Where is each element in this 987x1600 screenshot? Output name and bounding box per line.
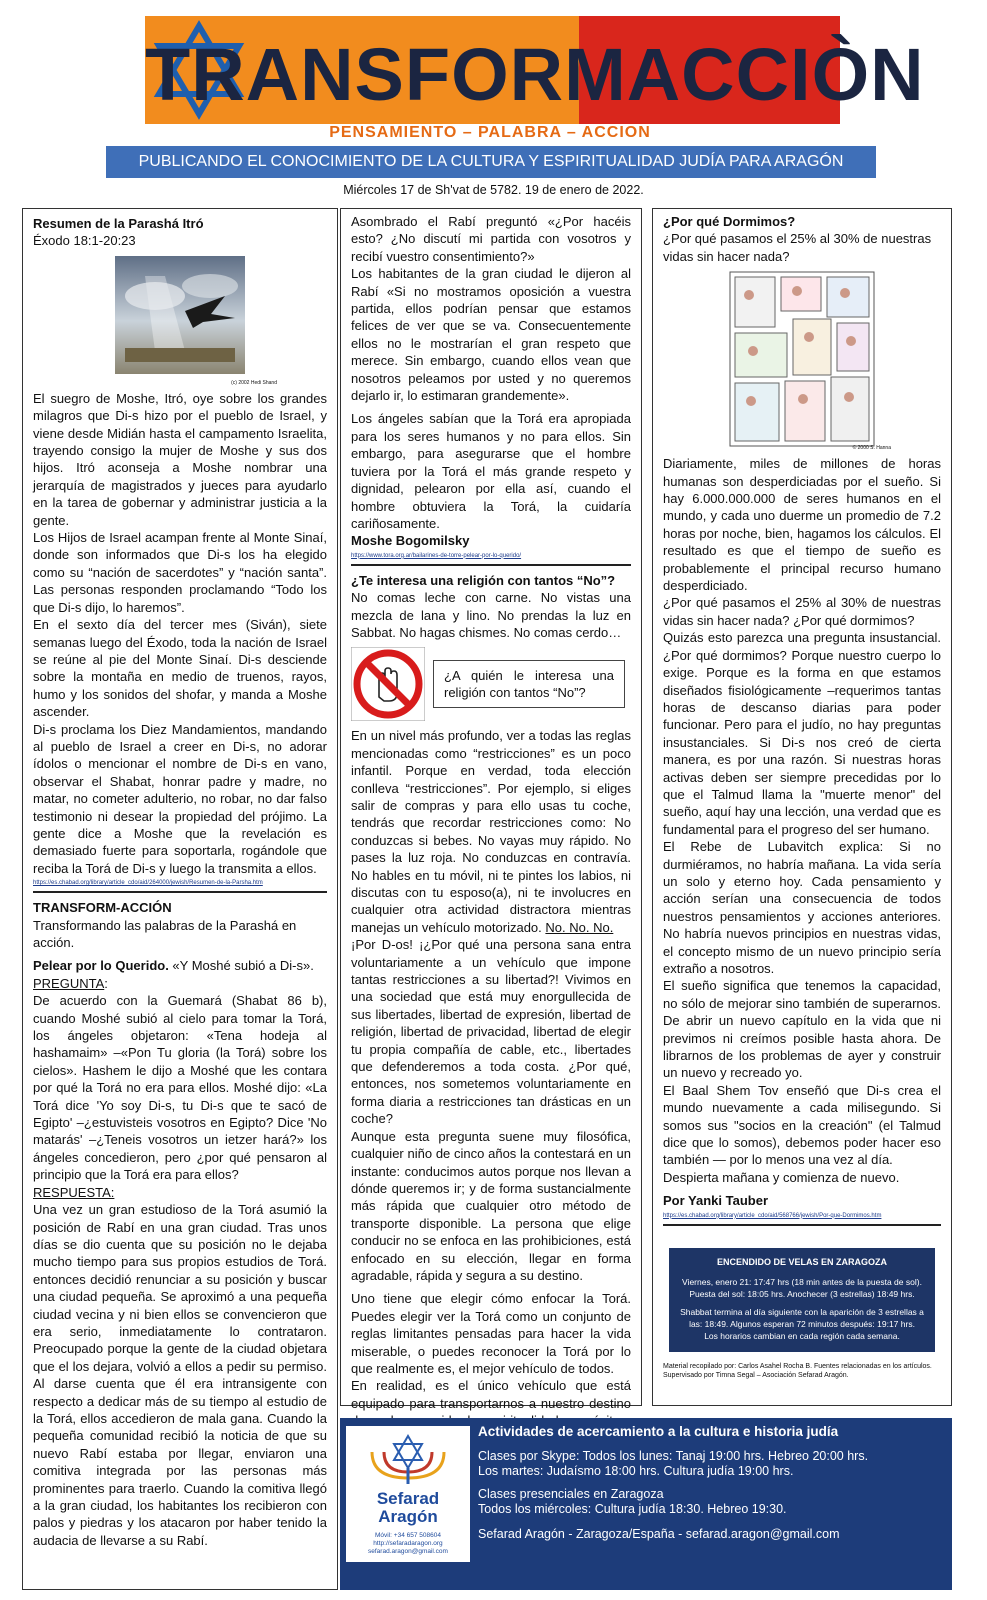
- stop-sign-row: [351, 647, 631, 721]
- sleeping-people-image: [729, 271, 875, 447]
- religion-title: ¿Te interesa una religión con tantos “No”?: [351, 572, 616, 588]
- credits-note: Material recopilado por: Carlos Asahel Rocha B. Fuentes relacionadas en los artículos. Supervisado por Timna Segal – Asociación Sefarad Aragón.: [663, 1362, 932, 1379]
- sleep-intro: ¿Por qué pasamos el 25% al 30% de nuestras vidas sin hacer nada?: [663, 231, 932, 264]
- masthead-tagline: PENSAMIENTO – PALABRA – ACCION: [329, 124, 651, 141]
- transform-title: TRANSFORM-ACCIÓN: [33, 900, 172, 916]
- candle-line: Viernes, enero 21: 17:47 hrs (18 min antes de la puesta de sol).: [682, 1276, 922, 1287]
- story-paragraph: Asombrado el Rabí preguntó «¿Por hacéis esto? ¿No discutí mi partida con vosotros y recibí vuestro consentimiento?»: [351, 214, 631, 264]
- masthead-banner: PUBLICANDO EL CONOCIMIENTO DE LA CULTURA Y ESPIRITUALIDAD JUDÍA PARA ARAGÓN: [106, 146, 876, 178]
- masthead-title: TRANSFORMACCIÒN: [145, 33, 925, 116]
- logo-phone: Móvil: +34 657 508604: [375, 1532, 441, 1539]
- transform-subtitle: Transformando las palabras de la Parashá en acción.: [33, 917, 297, 950]
- sefarad-aragon-logo: [346, 1426, 470, 1562]
- parasha-paragraph: Di-s proclama los Diez Mandamientos, mandando al pueblo de Israel a creer en Di-s, no adorar ídolos o mencionar el nombre de Di-s en vano, observar el Shabat, honrar padre y madre, no matar, no cometer adulterio, no robar, no dar falso testimonio ni desear la propiedad del prójimo. La gente dice a Moshe que la revelación es demasiado fuerte para soportarla, rogándole que reciba la Torá de Di-s y luego la transmita a ellos.: [33, 721, 327, 876]
- religion-paragraph: ¡Por D-os! ¡¿Por qué una persona sana entra voluntariamente a un vehículo que impone tantas restricciones a su libertad?! Vivimos en una sociedad que está muy enorgullecida de sus libertades, libertad de expresión, libertad de religión, libertad de privacidad, libertad de elegir tu propia compañía de cable, etc., libertades que defenderemos a toda costa. ¿Por qué, entonces, nos sometemos voluntariamente en forma diaria a restricciones tan drásticas en un coche?: [351, 937, 631, 1127]
- story-paragraph: Los habitantes de la gran ciudad le dijeron al Rabí «Si no mostramos oposición a vuestra partida, ellos podrían pensar que estamos felices de ver que se va. Consecuentemente ellos no le mostrarían el gran respeto que merece. Sin embargo, cuando ellos vean que nosotros peleamos por usted y no queremos dejarlo ir, lo estimaran grandemente».: [351, 266, 631, 404]
- religion-paragraph: Uno tiene que elegir cómo enfocar la Torá. Puedes elegir ver la Torá como un conjunto de reglas limitantes pensadas para hacer la vida miserable, o puedes reconocer la Torá por lo que realmente es, el mejor vehículo de todos.: [351, 1291, 631, 1376]
- candle-line: Puesta del sol: 18:05 hrs. Anochecer (3 estrellas) 18:49 hrs.: [689, 1288, 915, 1299]
- sleep-paragraph: El Rebe de Lubavitch explica: Si no durmiéramos, no habría mañana. La vida sería un solo y eterno hoy. Cada pensamiento y acción serían una consecuencia de todos nuestros pensamientos y acciones anteriores. No habría nuevos principios en nuestras vidas, el concepto mismo de un nuevo principio sería extraño a nosotros.: [663, 839, 941, 976]
- menorah-icon: [366, 1432, 450, 1484]
- masthead-logo: [145, 16, 925, 124]
- religion-paragraph: En realidad, es el único vehículo que está equipado para transportarnos a nuestro destino: [351, 1377, 631, 1447]
- religion-paragraph: Aunque esta pregunta suene muy filosófica, cualquier niño de cinco años la contestará en un instante: conducimos autos porque nos llevan a dónde queremos ir; y de forma sustancialmente más rápida que cualquier otro método de transporte disponible. La persona que elige conducir no se enfoca en las prohibiciones, está enfocado en su elección, llegar en forma agradable, rápida y segura a su destino.: [351, 1128, 631, 1283]
- pelear-quote: «Y Moshé subió a Di-s».: [168, 958, 314, 974]
- logo-email[interactable]: sefarad.aragon@gmail.com: [368, 1548, 448, 1555]
- respuesta-text: Una vez un gran estudioso de la Torá asumió la posición de Rabí en una gran ciudad. Tras unos días se dio cuenta que su posición no le dejaba mucho tiempo para sus propios estudios de Torá. entonces decidió renunciar a su posición y buscar una ciudad pequeña. Se aproximó a una pequeña ciudad vecina y ni bien ellos se convencieron que era serio, inmediatamente lo contrataron. Preocupado porque la gente de la ciudad objetara que el los dejara, volvió a ellos a pedir su permiso. Al darse cuenta que él era intransigente con respecto a dedicar más de su tiempo al estudio de la Torá, ellos accedieron de mala gana. Cuando la pequeña comunidad recibió la noticia de que su nuevo Rabí estaba por llegar, enviaron una comitiva integrada por las personas más prominentes para traerlo. Cuando la comitiva llegó a la gran ciudad, los habitantes los recibieron con palos y piedras y los atacaron por haber tenido la audacia de llevarse a su Rabí.: [33, 1202, 327, 1548]
- religion-paragraph: En un nivel más profundo, ver a todas las reglas mencionadas como “restricciones” es un poco infantil. Porque en verdad, toda elección conlleva “restricciones”. Por ejemplo, si eliges salir de compras y para ello usas tu coche, tendrás que recordar restricciones como: No conduzcas si bebes. No vayas muy rápido. No pases la luz roja. No conduzcas en contravía. No hables en tu móvil, ni te pintes los labios, ni discutas con tu esposo(a), ni te involucres en cualquier otra actividad distractora mientras manejas un vehículo motorizado. No. No. No.: [351, 728, 631, 935]
- activities-heading: Actividades de acercamiento a la cultura e historia judía: [478, 1424, 839, 1439]
- sleep-paragraph: El sueño significa que tenemos la capacidad, no sólo de mejorar sino también de superarnos. De abrir un nuevo capítulo en la vida que ni previmos ni creímos posible hasta ahora. De librarnos de los problemas de ayer y construir un nuevo y recreado yo.: [663, 978, 941, 1081]
- sleep-title: ¿Por qué Dormimos?: [663, 214, 796, 229]
- activities-info: [476, 1418, 952, 1590]
- religion-quote-box: ¿A quién le interesa una religión con tantos “No”?: [433, 660, 625, 708]
- parasha-paragraph: El suegro de Moshe, Itró, oye sobre los grandes milagros que Di-s hizo por el pueblo de Israel, y viene desde Midián hasta el campamento Israelita, trayendo consigo la mujer de Moshe y sus dos hijos. Itró aconseja a Moshe nombrar una jerarquía de magistrados y jueces para ayudarlo en la tarea de gobernar y administrar justicia a la gente.: [33, 390, 327, 528]
- religion-intro: No comas leche con carne. No vistas una mezcla de lana y lino. No prendas la luz en Sabbat. No hagas chismes. No comas cerdo…: [351, 590, 631, 640]
- pelear-title: Pelear por lo Querido.: [33, 958, 169, 974]
- activities-line: Todos los miércoles: Cultura judía 18:30. Hebreo 19:30.: [478, 1502, 787, 1516]
- source-link[interactable]: https://www.tora.org.ar/bailarines-de-torre-pelear-por-lo-querido/: [351, 552, 522, 559]
- sleep-paragraph: Despierta mañana y comienza de nuevo.: [663, 1169, 900, 1185]
- column-middle: [340, 208, 642, 1411]
- logo-name-line1: Sefarad: [376, 1489, 440, 1508]
- eagle-sky-image: [115, 256, 245, 380]
- respuesta-label: RESPUESTA:: [33, 1184, 115, 1200]
- logo-name-line2: Aragón: [378, 1507, 438, 1526]
- activities-footer: [340, 1418, 952, 1590]
- contact-line[interactable]: Sefarad Aragón - Zaragoza/España - sefarad.aragon@gmail.com: [478, 1527, 840, 1541]
- candle-line: Shabbat termina al día siguiente con la aparición de 3 estrellas a las: 18:49. Algunos esperan 72 minutos después: 19:17 hrs.: [680, 1306, 924, 1329]
- source-link[interactable]: https://es.chabad.org/library/article_cdo/aid/264000/jewish/Resumen-de-la-Parsha.htm: [33, 880, 263, 887]
- candle-line: Los horarios cambian en cada región cada semana.: [704, 1330, 900, 1341]
- activities-line: Clases presenciales en Zaragoza: [478, 1487, 664, 1501]
- source-link[interactable]: https://es.chabad.org/library/article_cdo/aid/568766/jewish/Por-que-Dormimos.htm: [663, 1212, 882, 1219]
- parasha-paragraph: Los Hijos de Israel acampan frente al Monte Sinaí, donde son informados que Di-s los ha elegido como su “nación de sacerdotes” y “nación santa”. Las personas responden proclamando “Todo los que Di-s dijo, lo haremos”.: [33, 530, 327, 615]
- stop-hand-icon: [351, 647, 425, 721]
- no-no-no: No. No. No.: [545, 919, 614, 935]
- parasha-title: Resumen de la Parashá Itró: [33, 216, 204, 231]
- eagle-image-credit: (c) 2002 Hedi Shand: [231, 379, 277, 386]
- column-sleep: [652, 208, 952, 1406]
- parasha-paragraph: En el sexto día del tercer mes (Siván), siete semanas luego del Éxodo, toda la nación de Israel se reúne al pie del Monte Sinaí. Di-s desciende sobre la montaña en medio de truenos, rayos, humo y los sonidos del shofar, y manda a Moshe ascender.: [33, 617, 327, 720]
- column-parasha: Resumen de la Parashá Itró Éxodo 18:1-20:23 (c) 2002 Hedi Shand El suegro de Moshe, Itró, oye sobre los grandes milagros que Di-s hizo por el pueblo de Israel, y viene desde Midián hasta el campamento Israelita, trayendo consigo la mujer de Moshe y sus dos hijos. Itró aconseja a Moshe nombrar una jerarquía de magistrados y jueces para ayudarlo en la tarea de gobernar y administrar justicia a la gente. Los Hijos de Israel acampan frente al Monte Sinaí, donde son informados que Di-s los ha elegido como su “nación de sacerdotes” y “nación santa”. Las personas responden proclamando “Todo los que Di-s dijo, lo haremos”. En el sexto día del tercer mes (Siván), siete semanas luego del Éxodo, toda la nación de Israel se reúne al pie del Monte Sinaí. Di-s desciende sobre la montaña en medio de truenos, rayos, humo y los sonidos del shofar, y manda a Moshe ascender. Di-s proclama los Diez Mandamientos, mandando al pueblo de Israel a creer en Di-s, no adorar ídolos o mencionar el nombre de Di-s en vano, observar el Shabat, honrar padre y madre, no matar, no cometer adulterio, no robar, no dar falso testimonio ni desear la propiedad del prójimo. La gente dice a Moshe que la revelación es demasiado fuerte para soportarla, rogándole que reciba la Torá de Di-s y luego la transmita a ellos. https://es.chabad.org/library/article_cdo/aid/264000/jewish/Resumen-de-la-Parsha.htm TRANSFORM-ACCIÓN Transformando las palabras de la Parashá en acción. Pelear por lo Querido. «Y Moshé subió a Di-s». PREGUNTA: De acuerdo con la Guemará (Shabat 86 b), cuando Moshé subió al cielo para tomar la Torá, los ángeles objetaron: «Tena hodeja al hashamaim» –«Pon Tu gloria (la Torá) sobre los cielos». Hashem le dijo a Moshé que les contara por qué la Torá no era para ellos. Moshé dijo: «La Torá dice 'Yo soy Di-s, tu Di-s que te sacó de Egipto' –¿estuvisteis vosotros en Egipto? Dice 'No matarás' –¿Teneis vosotros un ietzer hará?» los ángeles concedieron, pero ¿por qué pensaron al principio que la Torá era para ellos? RESPUESTA: Una vez un gran estudioso de la Torá asumió la posición de Rabí en una gran ciudad. Tras unos días se dio cuenta que su posición no le dejaba mucho tiempo para sus propios estudios de Torá. entonces decidió renunciar a su posición y buscar una ciudad pequeña. Se aproximó a una pequeña ciudad vecina y ni bien ellos se convencieron que era serio, inmediatamente lo contrataron. Preocupado porque la gente de la ciudad objetara que el los dejara, volvió a ellos a pedir su permiso. Al darse cuenta que él era intransigente con respecto a dedicar más de su tiempo al estudio de la Torá, ellos accedieron de mala gana. Cuando la pequeña comunidad recibió la noticia de que su nuevo Rabí estaba por llegar, enviaron una comitiva integrada por las personas más prominentes para traerlo. Cuando la comitiva llegó a la gran ciudad, los habitantes los recibieron con palos y piedras y los atacaron por haber tenido la audacia de llevarse a su Rabí.: [22, 208, 338, 1590]
- sleep-paragraph: Quizás esto parezca una pregunta insustancial. ¿Por qué dormimos? Porque nuestro cuerpo lo exige. Porque es la forma en que estamos diseñados fisiológicamente –requerimos tantas horas de descanso diarias para poder funcionar. Pero para el judío, no hay preguntas insustanciales. Si Di-s nos creó de cierta manera, es por una razón. Si nuestras horas activas deben ser siempre precedidas por lo que el Talmud llama la "muerte menor" del sueño, aquí hay una lección, una verdad que es fundamental para el progreso del ser humano.: [663, 630, 941, 837]
- pregunta-label: PREGUNTA: [33, 975, 105, 991]
- candle-title: ENCENDIDO DE VELAS EN ZARAGOZA: [716, 1256, 887, 1267]
- activities-line: Los martes: Judaísmo 18:00 hrs. Cultura judía 19:00 hrs.: [478, 1464, 794, 1478]
- logo-website[interactable]: http://sefaradaragon.org: [373, 1540, 443, 1547]
- sleep-paragraph: Diariamente, miles de millones de horas humanas son desperdiciadas por el sueño. Si hay 6.000.000.000 de seres humanos en el mundo, y cada uno duerme un promedio de 7.2 horas por noche, bien, hagamos los cálculos. El resultado es que el tiempo de sueño es probablemente el principal recurso humano desperdiciado.: [663, 456, 941, 594]
- activities-line: Clases por Skype: Todos los lunes: Tanaj 19:00 hrs. Hebreo 20:00 hrs.: [478, 1449, 869, 1463]
- sleep-paragraph: ¿Por qué pasamos el 25% al 30% de nuestras vidas sin hacer nada? ¿Por qué dormimos?: [663, 595, 941, 628]
- story-paragraph: Los ángeles sabían que la Torá era apropiada para los seres humanos y no para ellos. Sin embargo, para asegurarse que el hombre tuviera por la Torá el más grande respeto y dignidad, pelearon por ella así, cuando el hombre obtuviera la Torá, la cuidaría cariñosamente.: [351, 411, 631, 531]
- section-divider: [663, 1224, 941, 1226]
- sleep-paragraph: El Baal Shem Tov enseñó que Di-s crea el mundo nuevamente a cada milisegundo. Si somos sus "socios en la creación" (el Talmud dice que lo somos), debemos poder hacer eso también — por lo menos una vez al día.: [663, 1082, 941, 1168]
- section-divider: [351, 564, 631, 566]
- story-author: Moshe Bogomilsky: [351, 533, 470, 549]
- parasha-ref: Éxodo 18:1-20:23: [33, 233, 136, 249]
- candle-lighting-box: [669, 1248, 935, 1352]
- issue-date: Miércoles 17 de Sh'vat de 5782. 19 de enero de 2022.: [343, 183, 644, 197]
- pregunta-text: De acuerdo con la Guemará (Shabat 86 b), cuando Moshé subió al cielo para tomar la Torá, los ángeles objetaron: «Tena hodeja al hashamaim» –«Pon Tu gloria (la Torá) sobre los cielos». Hashem le dijo a Moshé que les contara por qué la Torá no era para ellos. Moshé dijo: «La Torá dice 'Yo soy Di-s, tu Di-s que te sacó de Egipto' –¿estuvisteis vosotros en Egipto? Dice 'No matarás' –¿Teneis vosotros un ietzer hará?» los ángeles concedieron, pero ¿por qué pensaron al principio que la Torá era para ellos?: [33, 993, 327, 1183]
- sleep-author: Por Yanki Tauber: [663, 1193, 769, 1209]
- sleep-image-credit: © 2000 S. Hanna: [852, 445, 891, 452]
- section-divider: [33, 891, 327, 893]
